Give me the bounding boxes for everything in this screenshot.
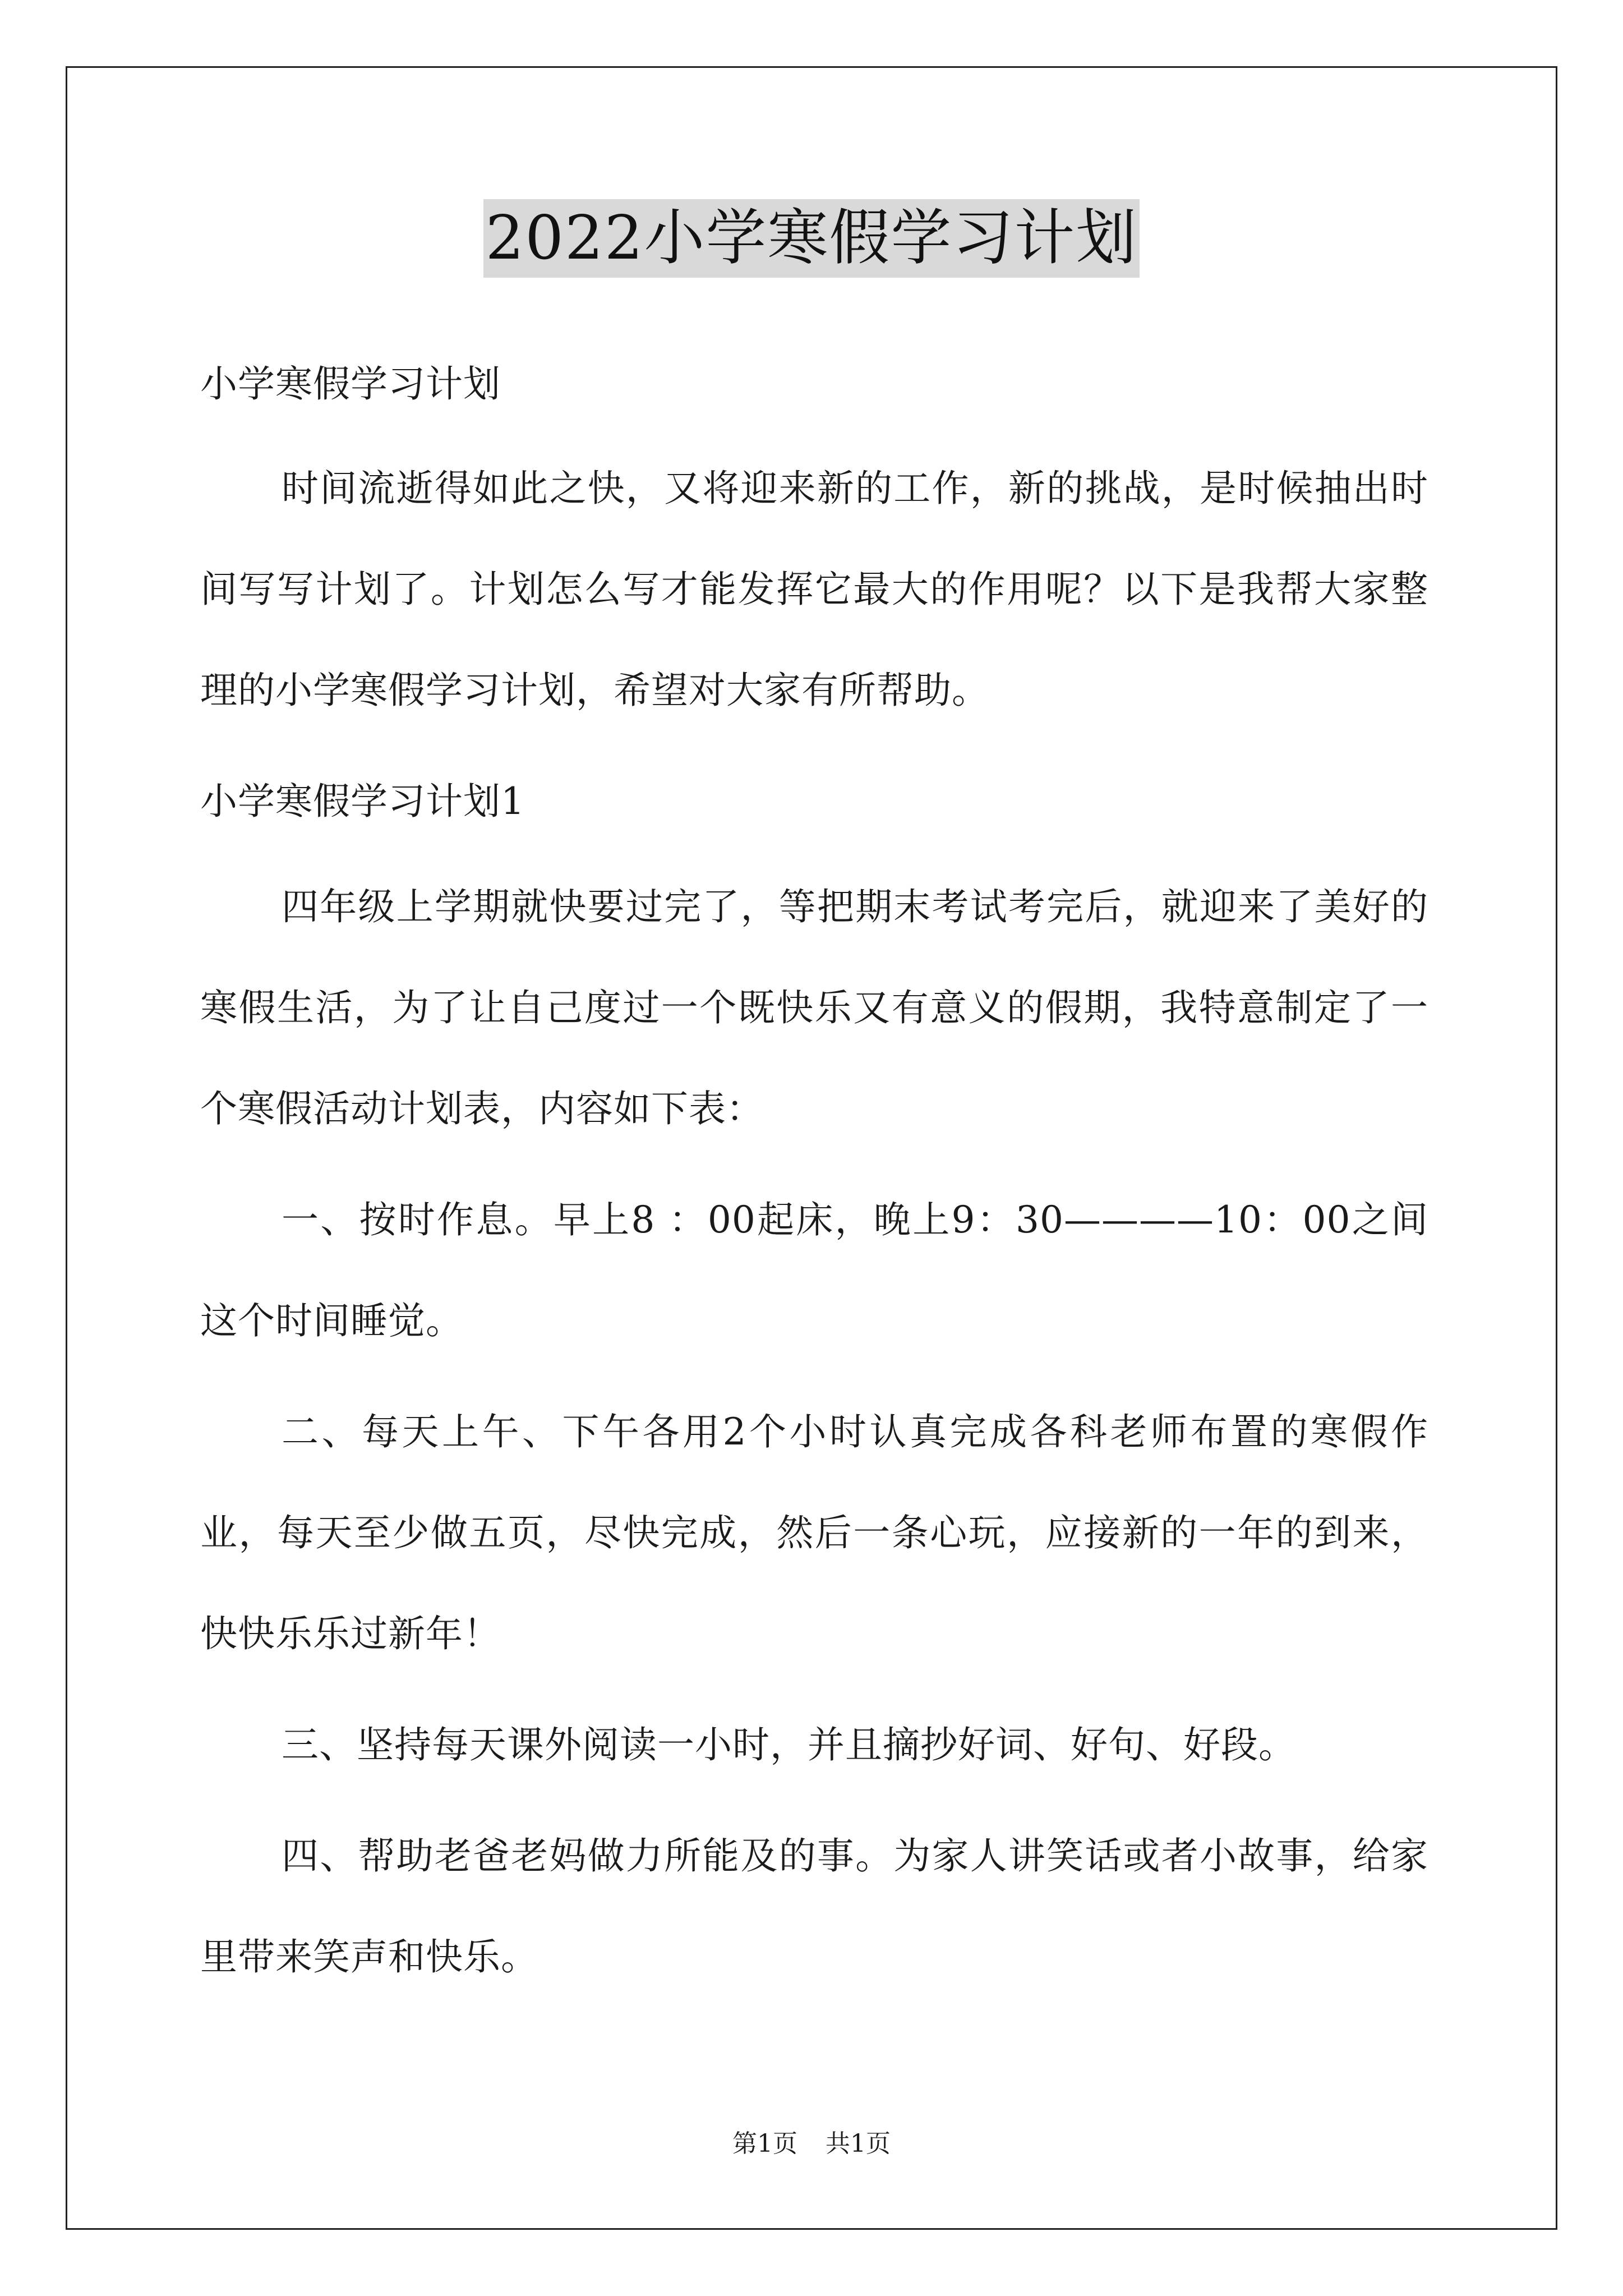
page-total: 共1页 xyxy=(826,2129,891,2158)
body-paragraph-2: 一、按时作息。早上8 ：00起床，晚上9：30————10：00之间这个时间睡觉。 xyxy=(200,1198,1428,1342)
page-number: 第1页 xyxy=(732,2129,797,2158)
body-paragraph-4: 三、坚持每天课外阅读一小时，并且摘抄好词、好句、好段。 xyxy=(282,1723,1296,1766)
body-paragraph-5: 四、帮助老爸老妈做力所能及的事。为家人讲笑话或者小故事，给家里带来笑声和快乐。 xyxy=(200,1834,1428,1978)
section-heading: 小学寒假学习计划1 xyxy=(200,780,525,823)
document-body xyxy=(200,314,1428,2008)
body-paragraph-1: 四年级上学期就快要过完了，等把期末考试考完后，就迎来了美好的寒假生活，为了让自己度过一个既快乐又有意义的假期，我特意制定了一个寒假活动计划表，内容如下表： xyxy=(200,885,1428,1130)
document-subtitle: 小学寒假学习计划 xyxy=(200,362,501,406)
intro-paragraph: 时间流逝得如此之快，又将迎来新的工作，新的挑战，是时候抽出时间写写计划了。计划怎么写才能发挥它最大的作用呢？以下是我帮大家整理的小学寒假学习计划，希望对大家有所帮助。 xyxy=(200,467,1428,712)
title-container xyxy=(0,199,1623,278)
page-footer xyxy=(0,2123,1623,2159)
body-paragraph-3: 二、每天上午、下午各用2个小时认真完成各科老师布置的寒假作业，每天至少做五页，尽快完成，然后一条心玩，应接新的一年的到来，快快乐乐过新年！ xyxy=(200,1410,1428,1655)
document-title: 2022小学寒假学习计划 xyxy=(483,199,1140,278)
